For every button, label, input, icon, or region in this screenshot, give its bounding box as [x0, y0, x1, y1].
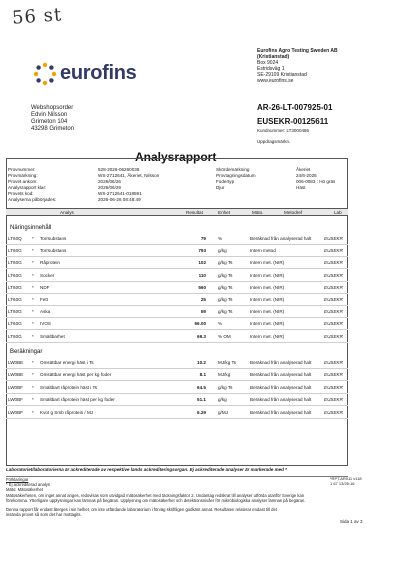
footer-line: insända provet så som det har mottagits. — [6, 512, 82, 518]
cell-flag: * — [32, 309, 34, 315]
col-metodref: Metodref — [284, 210, 303, 215]
cell-result: 793 — [198, 248, 206, 254]
cell-result: 59 — [200, 309, 206, 315]
row-divider — [6, 418, 348, 419]
cell-result: 69.3 — [197, 333, 206, 339]
footer-heading: Förklaringar — [6, 477, 29, 482]
customer-line: 43298 Grimeton — [31, 126, 75, 132]
cell-lab: EUSEKR — [324, 248, 343, 254]
col-mato: Mäto. — [252, 210, 264, 215]
footer-line: förekomma. Ytterligare upplysningar kan lämnas på begäran. Upplysning om mätosäkerhet och detektionsnivåer för mikrobiologiska analyser lämnas på begäran. — [6, 497, 306, 503]
cell-code: LW0BF — [8, 409, 23, 415]
info-value: 2026/06/29 — [98, 185, 121, 190]
client-reference: Uppdragsmärkn. — [257, 139, 291, 144]
cell-flag: * — [32, 384, 34, 390]
cell-unit: % OM — [218, 333, 231, 339]
col-analys: Analys — [60, 210, 74, 215]
row-divider — [6, 342, 348, 343]
lab-postal: SE-29109 Kristianstad — [257, 72, 307, 78]
cell-code: LT60G — [8, 333, 22, 339]
cell-flag: * — [32, 272, 34, 278]
customer-line: Webshopsorder — [31, 105, 74, 111]
cell-method: Intern met. (NIR) — [250, 272, 285, 278]
case-number: EUSEKR-00125611 — [257, 117, 329, 126]
cell-code: LT60G — [8, 309, 22, 315]
handwritten-note: 56 st — [11, 4, 63, 29]
cell-analysis: Torrsubstans — [40, 236, 67, 241]
cell-result: 8.1 — [199, 372, 206, 378]
cell-lab: EUSEKR — [324, 260, 343, 266]
cell-flag: * — [32, 260, 34, 266]
cell-lab: EUSEKR — [324, 321, 343, 327]
cell-result: 10.2 — [197, 360, 206, 365]
cell-method: Beräknad från analyserad halt — [250, 409, 312, 415]
table-row — [6, 307, 348, 317]
cell-result: 560 — [198, 284, 206, 290]
cell-analysis: Fett — [40, 297, 48, 302]
footer-text — [6, 477, 306, 517]
cell-lab: EUSEKR — [324, 372, 343, 378]
info-label: Provtagningsdatum — [216, 173, 256, 178]
table-row — [6, 246, 348, 256]
cell-method: Intern met. (NIR) — [250, 333, 285, 339]
table-row — [6, 283, 348, 293]
lab-website: www.eurofins.se — [257, 78, 294, 84]
cell-result: 64.5 — [197, 384, 206, 390]
cell-unit: g/kg Ts — [218, 297, 233, 302]
info-label: Analysrapport klar: — [8, 185, 47, 190]
table-row — [6, 258, 348, 268]
row-divider — [6, 380, 348, 381]
cell-analysis: Aska — [40, 309, 51, 315]
footer-line: Denna rapport får endast återges i sin helhet, om inte utfärdande laboratorium i förväg skriftligen godkänt annat. Resultaten relaterar endast till det — [6, 507, 277, 513]
cell-analysis: Omsättbar energi häst i Ts — [40, 360, 94, 365]
row-divider — [6, 268, 348, 269]
cell-code: LW0BE — [8, 372, 24, 378]
cell-unit: g/MJ — [218, 409, 228, 415]
cell-lab: EUSEKR — [324, 409, 343, 415]
cell-unit: g/kg Ts — [218, 309, 233, 315]
lab-box: Box 9024 — [257, 60, 279, 66]
cell-unit: % — [218, 321, 223, 327]
row-divider — [6, 393, 348, 394]
footer-line: Mäto: Mätosäkerhet — [6, 487, 44, 493]
cell-code: LW0BF — [8, 384, 23, 390]
cell-flag: * — [32, 236, 34, 241]
cell-flag: * — [32, 284, 34, 290]
cell-method: Beräknad från analyserad halt — [250, 384, 312, 390]
info-label: Provet ankom: — [8, 179, 38, 184]
logo-dots-icon — [33, 62, 57, 86]
report-number: AR-26-LT-007925-01 — [257, 103, 333, 112]
cell-analysis: Smältbart råprotein häst i Ts — [40, 384, 98, 390]
cell-method: Intern met. (NIR) — [250, 309, 285, 315]
cell-method: Beräknad från analyserad halt — [250, 236, 312, 241]
row-divider — [6, 305, 348, 306]
cell-code: LW0BF — [8, 397, 23, 403]
cell-unit: MJ/kg Ts — [218, 360, 237, 365]
section-heading: Näringsinnehåll — [10, 225, 52, 231]
customer-line: Edvin Nilsson — [31, 112, 68, 118]
table-row — [6, 271, 348, 281]
row-divider — [6, 317, 348, 318]
cell-result: 66.00 — [194, 321, 206, 327]
info-label: Skördemärkning — [216, 167, 250, 172]
cell-lab: EUSEKR — [324, 384, 343, 390]
cell-code: LW0BE — [8, 360, 24, 365]
cell-result: 79 — [200, 236, 206, 241]
info-label: Analyserna påbörjades: — [8, 197, 57, 202]
accreditation-note: Laboratoriet/laboratorierna är ackrediterade av respektive lands ackrediteringsorgan. Ej ackrediterade analyser är markerade med * — [6, 467, 287, 472]
cell-flag: * — [32, 372, 34, 378]
cell-result: 6.29 — [197, 409, 206, 415]
row-divider — [6, 405, 348, 406]
cell-flag: * — [32, 297, 34, 302]
table-row — [6, 295, 348, 305]
cell-method: Intern met. (NIR) — [250, 321, 285, 327]
cell-flag: * — [32, 409, 34, 415]
info-value: 528-2026-06260038 — [98, 167, 140, 172]
cell-unit: g/kg Ts — [218, 260, 233, 266]
info-label: Provets kod: — [8, 191, 34, 196]
cell-unit: g/kg Ts — [218, 284, 233, 290]
form-date: 1 67 13/25:16 — [330, 481, 355, 486]
cell-code: LT60G — [8, 272, 22, 278]
cell-method: Beräknad från analyserad halt — [250, 397, 312, 403]
info-value: Åkeriet — [296, 167, 311, 172]
cell-analysis: IVOS — [40, 321, 51, 327]
cell-lab: EUSEKR — [324, 284, 343, 290]
cell-result: 110 — [198, 272, 206, 278]
cell-lab: EUSEKR — [324, 309, 343, 315]
row-divider — [6, 329, 348, 330]
table-row — [6, 358, 348, 368]
cell-flag: * — [32, 248, 34, 254]
cell-result: 25 — [200, 297, 206, 302]
cell-lab: EUSEKR — [324, 297, 343, 302]
row-divider — [6, 293, 348, 294]
section-heading: Beräkningar — [10, 349, 43, 355]
cell-unit: % — [218, 236, 223, 241]
page-number: Sida 1 av 3 — [340, 519, 363, 524]
cell-flag: * — [32, 360, 34, 365]
cell-unit: g/kg — [218, 397, 227, 403]
cell-analysis: Råprotein — [40, 260, 60, 266]
table-row — [6, 319, 348, 329]
info-label: Provmärkning: — [8, 173, 38, 178]
cell-unit: g/kg — [218, 248, 227, 254]
cell-code: LT60G — [8, 248, 22, 254]
cell-lab: EUSEKR — [324, 360, 343, 365]
row-divider — [6, 281, 348, 282]
lab-city-note: (Kristianstad) — [257, 54, 290, 60]
customer-line: Grimeton 104 — [31, 119, 68, 125]
page-title: Analysrapport — [135, 150, 217, 164]
footer-line: * Ej ackrediterad analys — [6, 482, 50, 488]
table-row — [6, 408, 348, 418]
lab-name: Eurofins Agro Testing Sweden AB — [257, 48, 338, 54]
cell-analysis: Omsättbar energi häst per kg foder — [40, 372, 112, 378]
cell-code: LT60G — [8, 321, 22, 327]
col-enhet: Enhet — [218, 210, 231, 215]
cell-result: 51.1 — [197, 397, 206, 403]
cell-lab: EUSEKR — [324, 236, 343, 241]
info-label: Fodertyp — [216, 179, 235, 184]
cell-lab: EUSEKR — [324, 272, 343, 278]
lab-address — [257, 48, 338, 84]
cell-lab: EUSEKR — [324, 333, 343, 339]
info-value: WS-2712641, Åkeriet, Nilsson — [98, 173, 160, 178]
row-divider — [6, 244, 348, 245]
cell-result: 102 — [198, 260, 206, 266]
cell-method: Beräknad från analyserad halt — [250, 372, 312, 378]
table-row — [6, 370, 348, 380]
cell-code: LT60G — [8, 284, 22, 290]
cell-analysis: NDF — [40, 284, 50, 290]
table-row — [6, 383, 348, 393]
row-divider — [6, 256, 348, 257]
cell-unit: g/kg Ts — [218, 384, 233, 390]
info-label: Djur — [216, 185, 225, 190]
cell-method: Intern met. (NIR) — [250, 260, 285, 266]
table-row — [6, 234, 348, 244]
info-value: 24/6-2026 — [296, 173, 317, 178]
info-value: 006-0083 : Hö gräs — [296, 179, 336, 184]
cell-method: Beräknad från analyserad halt — [250, 360, 312, 365]
sample-info — [6, 166, 348, 208]
cell-unit: g/kg Ts — [218, 272, 233, 278]
cell-analysis: Kvot g Smb råprotein / MJ — [40, 409, 94, 415]
customer-address — [31, 105, 74, 133]
cell-method: Intern metod — [250, 248, 276, 254]
table-row — [6, 332, 348, 342]
logo-text: eurofins — [60, 62, 137, 84]
info-value: 2026-06-26 08:48:49 — [98, 197, 141, 202]
cell-lab: EUSEKR — [324, 397, 343, 403]
cell-unit: MJ/kg — [218, 372, 231, 378]
cell-flag: * — [32, 321, 34, 327]
info-value: Häst — [296, 185, 306, 190]
table-header — [6, 208, 348, 216]
cell-analysis: Smältbarhet — [40, 333, 65, 339]
col-lab: Lab — [334, 210, 342, 215]
info-value: WS-2712641-018591 — [98, 191, 142, 196]
cell-method: Intern met. (NIR) — [250, 284, 285, 290]
table-row — [6, 395, 348, 405]
cell-analysis: Socker — [40, 272, 55, 278]
col-resultat: Resultat — [186, 210, 203, 215]
cell-flag: * — [32, 397, 34, 403]
cell-analysis: Torrsubstans — [40, 248, 67, 254]
cell-analysis: Smältbart råprotein häst per kg foder — [40, 397, 115, 403]
cell-flag: * — [32, 333, 34, 339]
cell-code: LT60Q — [8, 236, 22, 241]
info-label: Provnummer: — [8, 167, 36, 172]
cell-method: Intern met. (NIR) — [250, 297, 285, 302]
lab-street: Estridsväg 1 — [257, 66, 285, 72]
customer-number: Kundnummer: LT3000486 — [257, 128, 309, 133]
cell-code: LT60G — [8, 297, 22, 302]
form-code: *RPT.AR011 v118 — [330, 476, 362, 481]
footer-line: Mätosäkerheten, om inget annat anges, redovisas som utvidgad mätosäkerhet med täckningsfaktor 2. Undantag redskrat till analyser utförda utanför Sverige kan — [6, 492, 305, 498]
row-divider — [6, 368, 348, 369]
cell-code: LT60G — [8, 260, 22, 266]
info-value: 2026/06/26 — [98, 179, 121, 184]
